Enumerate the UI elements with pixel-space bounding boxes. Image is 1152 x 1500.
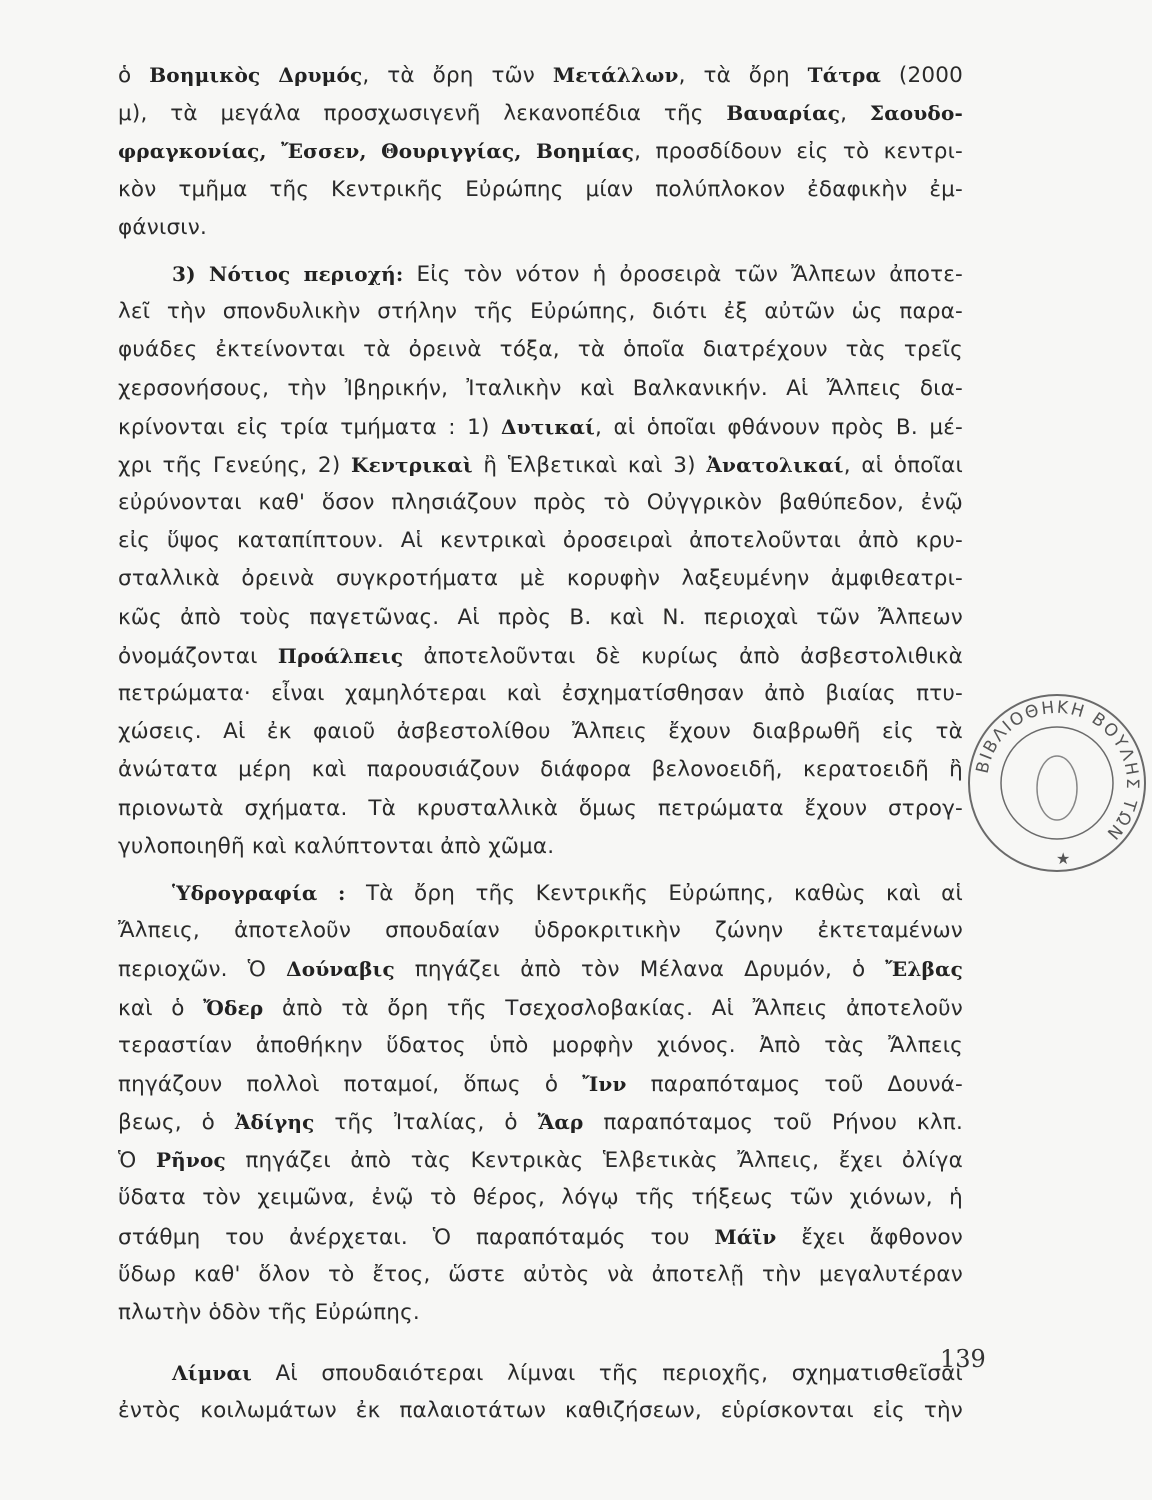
- bold-term: Δούναβις: [286, 957, 395, 982]
- text-line: [118, 751, 963, 789]
- text-segment: παραπόταμος τοῦ Ρήνου κλπ.: [583, 1110, 963, 1136]
- text-line: [118, 912, 963, 950]
- text-segment: περιοχῶν. Ὁ: [118, 957, 287, 983]
- bold-term: Ἀδίγης: [234, 1110, 315, 1135]
- bold-term: Βαυαρίας: [726, 101, 841, 126]
- text-line: [118, 1141, 963, 1179]
- text-segment: τῆς Ἰταλίας, ὁ: [314, 1110, 538, 1136]
- text-segment: χρι τῆς Γενεύης, 2): [118, 452, 352, 478]
- bold-term: φραγκονίας, Ἔσσεν, Θουριγγίας, Βοημίας: [118, 139, 635, 164]
- text-segment: , αἱ ὁποῖαι φθάνουν πρὸς Β. μέ-: [595, 414, 963, 440]
- text-line: [118, 790, 963, 828]
- bold-term: 3) Νότιος περιοχή:: [172, 261, 404, 286]
- text-segment: Τὰ ὄρη τῆς Κεντρικῆς Εὐρώπης, καθὼς καὶ αἱ: [345, 880, 963, 906]
- text-segment: πηγάζει ἀπὸ τὰς Κεντρικὰς Ἑλβετικὰς Ἄλπεις, ἔχει ὀλίγα: [225, 1148, 963, 1174]
- text-segment: πριονωτὰ σχήματα. Τὰ κρυσταλλικὰ ὅμως πετρώματα ἔχουν στρογ-: [118, 795, 963, 821]
- bold-term: Ἄαρ: [537, 1110, 584, 1135]
- text-segment: ὀνομάζονται: [118, 643, 278, 669]
- text-line: [118, 828, 963, 866]
- stamp-text: ΒΙΒΛΙΟΘΗΚΗ ΒΟΥΛΗΣ ΤΩΝ: [972, 697, 1143, 845]
- text-segment: Εἰς τὸν νότον ἡ ὀροσειρὰ τῶν Ἄλπεων ἀποτε-: [403, 261, 963, 287]
- text-segment: σταλλικὰ ὀρεινὰ συγκροτήματα μὲ κορυφὴν λαξευμένην ἀμφιθεατρι-: [118, 566, 963, 592]
- bold-term: Μάϊν: [714, 1224, 777, 1249]
- page-number: 139: [940, 1345, 986, 1373]
- text-segment: πηγάζει ἀπὸ τὸν Μέλανα Δρυμόν, ὁ: [394, 957, 886, 983]
- text-segment: ὁ: [118, 63, 150, 88]
- text-segment: Ὁ: [118, 1148, 156, 1174]
- text-line: [118, 637, 963, 675]
- text-segment: , τὰ ὄρη: [678, 63, 808, 88]
- text-segment: κρίνονται εἰς τρία τμήματα : 1): [118, 414, 502, 440]
- text-line: [118, 484, 963, 522]
- bold-term: Τάτρα: [807, 63, 882, 87]
- text-line: [118, 1103, 963, 1141]
- text-line: [118, 874, 963, 912]
- text-segment: χώσεις. Αἱ ἐκ φαιοῦ ἀσβεστολίθου Ἄλπεις ἔχουν διαβρωθῆ εἰς τὰ: [118, 719, 963, 745]
- bold-term: Προάλπεις: [277, 643, 404, 668]
- text-segment: κῶς ἀπὸ τοὺς παγετῶνας. Αἱ πρὸς Β. καὶ Ν. περιοχαὶ τῶν Ἄλπεων: [118, 604, 963, 630]
- text-segment: εἰς ὕψος καταπίπτουν. Αἱ κεντρικαὶ ὀροσειραὶ ἀποτελοῦνται ἀπὸ κρυ-: [118, 528, 963, 554]
- text-segment: πηγάζουν πολλοὶ ποταμοί, ὅπως ὁ: [118, 1071, 583, 1097]
- text-line: [118, 209, 963, 247]
- text-segment: ἀνώτατα μέρη καὶ παρουσιάζουν διάφορα βελονοειδῆ, κερατοειδῆ ἢ: [118, 757, 963, 783]
- text-line: [118, 408, 963, 446]
- text-segment: , προσδίδουν εἰς τὸ κεντρι-: [634, 139, 964, 165]
- text-segment: εὐρύνονται καθ' ὅσον πλησιάζουν πρὸς τὸ Οὐγγρικὸν βαθύπεδον, ἐνῷ: [118, 490, 963, 516]
- text-line: [118, 94, 963, 132]
- bold-term: Ἴνν: [582, 1071, 627, 1096]
- text-segment: πλωτὴν ὁδὸν τῆς Εὐρώπης.: [118, 1300, 420, 1325]
- text-segment: ἔχει ἄφθονον: [776, 1224, 964, 1250]
- text-line: [118, 1256, 963, 1294]
- text-segment: ἀποτελοῦνται δὲ κυρίως ἀπὸ ἀσβεστολιθικὰ: [403, 643, 963, 669]
- text-segment: λεῖ τὴν σπονδυλικὴν στήλην τῆς Εὐρώπης, διότι ἐξ αὐτῶν ὡς παρα-: [118, 299, 963, 325]
- text-line: [118, 1027, 963, 1065]
- bold-term: Ἔλβας: [885, 957, 964, 982]
- bold-term: Βοημικὸς Δρυμός: [149, 63, 363, 87]
- text-segment: ὕδατα τὸν χειμῶνα, ἐνῷ τὸ θέρος, λόγῳ τῆς τήξεως τῶν χιόνων, ἡ: [118, 1185, 963, 1211]
- text-line: [118, 560, 963, 598]
- text-line: [118, 370, 963, 408]
- text-line: [118, 1392, 963, 1430]
- text-segment: πετρώματα· εἶναι χαμηλότεραι καὶ ἐσχηματίσθησαν ἀπὸ βιαίας πτυ-: [118, 681, 963, 706]
- text-line: [118, 255, 963, 293]
- text-line: [118, 713, 963, 751]
- bold-term: Ὑδρογραφία :: [172, 880, 346, 905]
- text-line: [118, 522, 963, 560]
- text-segment: ὕδωρ καθ' ὅλον τὸ ἔτος, ὥστε αὐτὸς νὰ ἀποτελῇ τὴν μεγαλυτέραν: [118, 1261, 963, 1287]
- text-segment: (2000: [881, 63, 963, 88]
- text-segment: ἢ Ἑλβετικαὶ καὶ 3): [472, 452, 707, 478]
- text-segment: γυλοποιηθῆ καὶ καλύπτονται ἀπὸ χῶμα.: [118, 833, 555, 859]
- text-segment: τεραστίαν ἀποθήκην ὕδατος ὑπὸ μορφὴν χιόνος. Ἀπὸ τὰς Ἄλπεις: [118, 1032, 963, 1058]
- text-segment: κὸν τμῆμα τῆς Κεντρικῆς Εὐρώπης μίαν πολύπλοκον ἐδαφικὴν ἐμ-: [118, 176, 963, 202]
- bold-term: Μετάλλων: [552, 63, 679, 87]
- text-line: [118, 989, 963, 1027]
- text-segment: ,: [840, 101, 870, 127]
- bold-term: Ρῆνος: [155, 1148, 226, 1173]
- text-line: [118, 675, 963, 713]
- svg-text:★: ★: [1056, 849, 1071, 868]
- bold-term: Λίμναι: [172, 1361, 252, 1386]
- text-segment: βεως, ὁ: [118, 1110, 235, 1136]
- bold-term: Δυτικαί: [501, 414, 596, 439]
- text-line: [118, 599, 963, 637]
- text-line: [118, 1179, 963, 1217]
- text-segment: μ), τὰ μεγάλα προσχωσιγενῆ λεκανοπέδια τῆς: [118, 101, 727, 127]
- text-line: [118, 1065, 963, 1103]
- text-line: [118, 171, 963, 209]
- text-line: [118, 1218, 963, 1256]
- body-text: [118, 56, 963, 1431]
- text-line: [118, 132, 963, 170]
- text-line: [118, 56, 963, 94]
- bold-term: Σαουδο-: [869, 101, 963, 126]
- text-line: [118, 331, 963, 369]
- text-segment: χερσονήσους, τὴν Ἰβηρικήν, Ἰταλικὴν καὶ Βαλκανικήν. Αἱ Ἄλπεις δια-: [118, 375, 963, 401]
- text-segment: Ἄλπεις, ἀποτελοῦν σπουδαίαν ὑδροκριτικὴν ζώνην ἐκτεταμένων: [118, 918, 963, 944]
- text-line: [118, 950, 963, 988]
- text-segment: , τὰ ὄρη τῶν: [362, 63, 553, 88]
- text-line: [118, 293, 963, 331]
- text-segment: ἀπὸ τὰ ὄρη τῆς Τσεχοσλοβακίας. Αἱ Ἄλπεις ἀποτελοῦν: [263, 995, 963, 1021]
- library-stamp: [962, 688, 1152, 878]
- text-line: [118, 1294, 963, 1332]
- text-segment: φάνισιν.: [118, 214, 207, 240]
- text-segment: παραπόταμος τοῦ Δουνά-: [626, 1071, 963, 1097]
- text-segment: ἐντὸς κοιλωμάτων ἐκ παλαιοτάτων καθιζήσεων, εὑρίσκονται εἰς τὴν: [118, 1398, 963, 1424]
- text-line: [118, 1354, 963, 1392]
- text-segment: φυάδες ἐκτείνονται τὰ ὀρεινὰ τόξα, τὰ ὁποῖα διατρέχουν τὰς τρεῖς: [118, 337, 963, 363]
- text-line: [118, 446, 963, 484]
- bold-term: Ἀνατολικαί: [706, 452, 844, 477]
- text-segment: καὶ ὁ: [118, 995, 204, 1021]
- text-segment: στάθμη του ἀνέρχεται. Ὁ παραπόταμός του: [118, 1224, 715, 1250]
- text-segment: Αἱ σπουδαιότεραι λίμναι τῆς περιοχῆς, σχηματισθεῖσαι: [251, 1361, 963, 1387]
- bold-term: Κεντρικαὶ: [351, 452, 473, 477]
- text-segment: , αἱ ὁποῖαι: [843, 452, 963, 478]
- bold-term: Ὄδερ: [203, 995, 264, 1020]
